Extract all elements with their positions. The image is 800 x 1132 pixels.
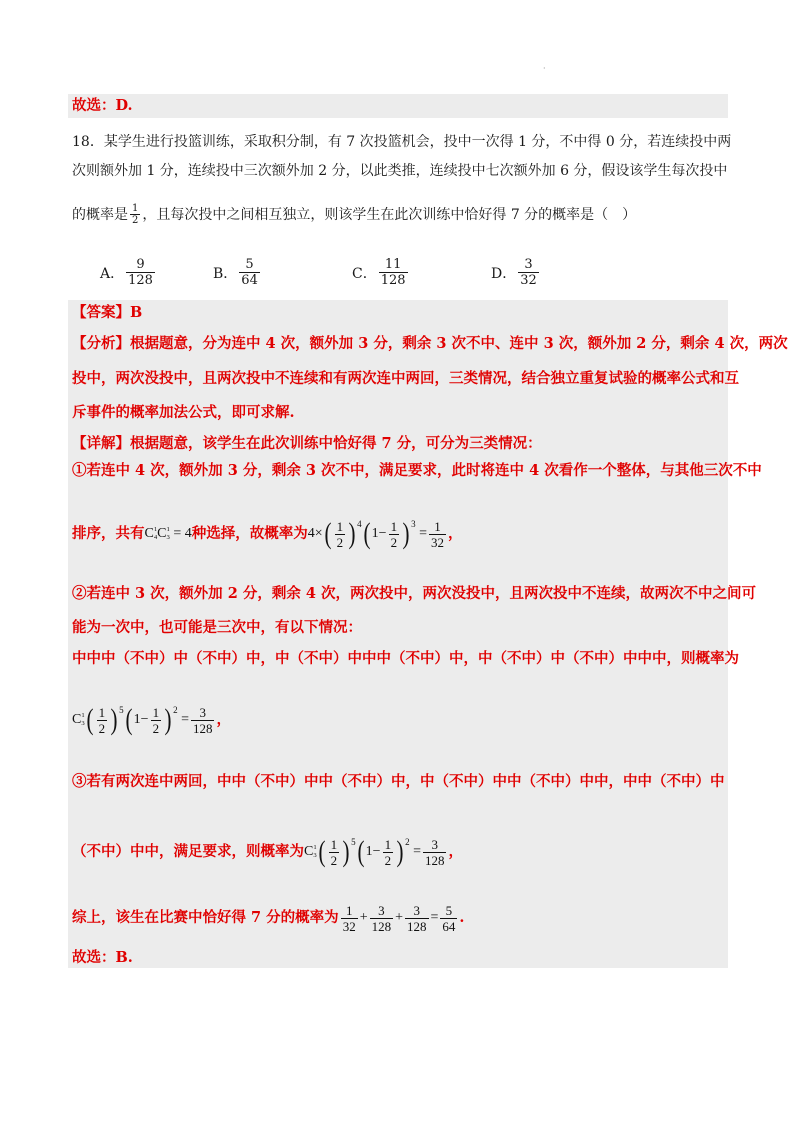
equals-sign: = bbox=[419, 526, 427, 541]
comma: ， bbox=[448, 843, 463, 860]
result-fraction bbox=[429, 519, 446, 550]
option-d[interactable] bbox=[491, 257, 541, 288]
equals-sign: = bbox=[430, 910, 439, 925]
summary-prefix: 综上，该生在比赛中恰好得 7 分的概率为 bbox=[72, 909, 339, 926]
summary-term-3 bbox=[405, 903, 429, 934]
case-2-probability: C 1 3 ( $\frac{1}{2}$ ) $^5$ ( 1− $\frac{1}{2}$ ) $^2$ = $\frac{3}{128}$ bbox=[72, 705, 216, 736]
period: . bbox=[459, 909, 465, 926]
exponent: 2 bbox=[405, 837, 410, 847]
question-line-3 bbox=[72, 203, 636, 226]
case-2-formula bbox=[72, 698, 231, 742]
fraction-denominator: 64 bbox=[442, 918, 456, 934]
half-fraction bbox=[329, 837, 340, 868]
fraction-denominator: 64 bbox=[241, 273, 258, 288]
combination-symbol: C bbox=[304, 844, 314, 859]
comma: ， bbox=[447, 525, 463, 542]
case-3-line-1: ③若有两次连中两回，中中（不中）中中（不中）中，中（不中）中中（不中）中中，中中（不中）中 bbox=[72, 773, 725, 790]
fraction-numerator: 1 bbox=[390, 518, 398, 534]
fraction-denominator: 128 bbox=[424, 852, 445, 868]
case-2-line-3: 中中中（不中）中（不中）中，中（不中）中中中（不中）中，中（不中）中（不中）中中中，则概率为 bbox=[72, 650, 739, 667]
fraction-denominator: 128 bbox=[192, 720, 213, 736]
question-line-1: 18．某学生进行投篮训练，采取积分制，有 7 次投篮机会，投中一次得 1 分，不中得 0 分，若连续投中两 bbox=[72, 134, 732, 150]
fraction-denominator: 128 bbox=[128, 273, 153, 288]
case-2-line-1: ②若连中 3 次，额外加 2 分，剩余 4 次，两次投中，两次没投中，且两次投中不连续，故两次不中之间可 bbox=[72, 585, 757, 602]
summary-expression bbox=[339, 903, 460, 934]
answer-line: 【答案】B bbox=[72, 304, 143, 321]
combination-symbol: C bbox=[157, 526, 167, 541]
fraction-denominator: 32 bbox=[520, 273, 537, 288]
case-3-probability: C 1 3 ( $\frac{1}{2}$ ) $^5$ ( 1− $\frac{1}{2}$ ) $^2$ = $\frac{3}{128}$ bbox=[304, 837, 448, 868]
plus-sign: + bbox=[395, 910, 403, 925]
fraction-denominator: 2 bbox=[152, 720, 160, 736]
final-answer: 故选：B. bbox=[72, 949, 133, 966]
exponent: 3 bbox=[411, 519, 416, 529]
option-a[interactable] bbox=[100, 257, 157, 288]
fraction-denominator: 128 bbox=[371, 918, 392, 934]
case-1-line-2 bbox=[72, 512, 462, 556]
combination-symbol: C bbox=[144, 526, 154, 541]
combination-symbol: C bbox=[72, 712, 82, 727]
exponent: 5 bbox=[351, 837, 356, 847]
fraction-numerator: 1 bbox=[336, 518, 344, 534]
fraction-denominator: 2 bbox=[390, 534, 398, 550]
one-minus: 1− bbox=[133, 712, 149, 727]
exponent: 5 bbox=[119, 705, 124, 715]
fraction-numerator: 1 bbox=[132, 203, 139, 214]
factor: 4× bbox=[307, 526, 323, 541]
fraction-denominator: 2 bbox=[98, 720, 106, 736]
one-minus: 1− bbox=[365, 844, 381, 859]
option-a-value bbox=[126, 257, 155, 288]
half-fraction bbox=[151, 705, 162, 736]
fraction-numerator: 5 bbox=[245, 257, 254, 272]
fraction-numerator: 3 bbox=[199, 704, 206, 720]
option-b-label: B． bbox=[213, 265, 238, 282]
half-fraction bbox=[389, 519, 400, 550]
case-3-line-2 bbox=[72, 830, 463, 874]
combination-expression bbox=[145, 524, 192, 544]
fraction-numerator: 3 bbox=[431, 836, 438, 852]
fraction-numerator: 11 bbox=[384, 257, 402, 272]
fraction-numerator: 1 bbox=[384, 836, 392, 852]
exponent: 4 bbox=[357, 519, 362, 529]
option-c[interactable] bbox=[352, 257, 410, 288]
fraction-denominator: 128 bbox=[407, 918, 427, 934]
question-line-3-prefix: 的概率是 bbox=[72, 206, 128, 223]
combination-sub: 4 bbox=[153, 534, 158, 541]
combination-sub: 3 bbox=[166, 534, 170, 541]
summary-term-2 bbox=[370, 903, 394, 934]
summary-line bbox=[72, 896, 464, 940]
case-1-line-1: ①若连中 4 次，额外加 3 分，剩余 3 次不中，满足要求，此时将连中 4 次看作一个整体，与其他三次不中 bbox=[72, 462, 762, 479]
one-minus: 1− bbox=[371, 526, 387, 541]
comma: ， bbox=[216, 711, 231, 728]
fraction-numerator: 3 bbox=[413, 902, 420, 918]
equals-sign: = bbox=[413, 844, 421, 859]
plus-sign: + bbox=[359, 910, 368, 925]
fraction-numerator: 1 bbox=[98, 704, 106, 720]
question-line-3-suffix: ，且每次投中之间相互独立，则该学生在此次训练中恰好得 7 分的概率是（ ） bbox=[142, 206, 637, 223]
fraction-denominator: 2 bbox=[132, 215, 139, 226]
combination-sup: 1 bbox=[153, 526, 158, 533]
fraction-numerator: 1 bbox=[152, 704, 160, 720]
option-d-value bbox=[518, 257, 539, 288]
combination-sup: 1 bbox=[313, 844, 317, 851]
option-b-value bbox=[239, 257, 260, 288]
detail-intro: 【详解】根据题意，该学生在此次训练中恰好得 7 分，可分为三类情况： bbox=[72, 435, 542, 452]
fraction-denominator: 2 bbox=[336, 534, 344, 550]
fraction-numerator: 3 bbox=[378, 902, 385, 918]
option-d-label: D． bbox=[491, 265, 517, 282]
question-line-2: 次则额外加 1 分，连续投中三次额外加 2 分，以此类推，连续投中七次额外加 6 分，假设该学生每次投中 bbox=[72, 163, 728, 179]
case-1-probability: 4× ( $\frac{1}{2}$ ) $^4$ ( 1− $\frac{1}{2}$ ) $^3$ = $\frac{1}{32}$ bbox=[308, 519, 448, 550]
combination-sup: 1 bbox=[81, 712, 85, 719]
probability-half bbox=[130, 203, 140, 226]
case-1-prefix: 排序，共有 bbox=[72, 525, 145, 542]
fraction-numerator: 1 bbox=[345, 902, 353, 918]
summary-term-1 bbox=[341, 903, 358, 934]
fraction-denominator: 128 bbox=[380, 273, 406, 288]
fraction-numerator: 5 bbox=[445, 902, 453, 918]
option-a-label: A． bbox=[100, 265, 125, 282]
exponent: 2 bbox=[173, 705, 178, 715]
previous-answer-band bbox=[68, 94, 728, 118]
equals-sign: = bbox=[181, 712, 189, 727]
fraction-numerator: 3 bbox=[524, 257, 533, 272]
combination-value: = 4 bbox=[173, 526, 192, 541]
result-fraction bbox=[191, 705, 215, 736]
combination-sup: 1 bbox=[166, 526, 170, 533]
analysis-line-2: 投中，两次没投中，且两次投中不连续和有两次连中两回，三类情况，结合独立重复试验的概率公式和互 bbox=[72, 370, 739, 387]
summary-result bbox=[440, 903, 457, 934]
fraction-denominator: 2 bbox=[330, 852, 338, 868]
fraction-denominator: 2 bbox=[384, 852, 392, 868]
half-fraction bbox=[97, 705, 108, 736]
fraction-denominator: 32 bbox=[342, 918, 356, 934]
analysis-line-1: 【分析】根据题意，分为连中 4 次，额外加 3 分，剩余 3 次不中、连中 3 次，额外加 2 分，剩余 4 次，两次 bbox=[72, 335, 788, 352]
fraction-numerator: 1 bbox=[434, 518, 441, 534]
half-fraction bbox=[335, 519, 346, 550]
case-2-line-2: 能为一次中，也可能是三次中，有以下情况： bbox=[72, 619, 362, 636]
fraction-numerator: 1 bbox=[330, 836, 338, 852]
combination-sub: 3 bbox=[313, 852, 317, 859]
page-marker: · bbox=[543, 64, 546, 73]
case-3-prefix: （不中）中中，满足要求，则概率为 bbox=[72, 843, 304, 860]
half-fraction bbox=[383, 837, 394, 868]
analysis-line-3: 斥事件的概率加法公式，即可求解. bbox=[72, 404, 295, 421]
option-c-label: C． bbox=[352, 265, 377, 282]
case-1-mid: 种选择，故概率为 bbox=[191, 525, 308, 542]
fraction-numerator: 9 bbox=[136, 257, 145, 272]
option-c-value bbox=[379, 257, 408, 288]
fraction-denominator: 32 bbox=[430, 534, 444, 550]
option-b[interactable] bbox=[213, 257, 262, 288]
previous-answer: 故选：D. bbox=[72, 97, 133, 114]
result-fraction bbox=[423, 837, 447, 868]
combination-sub: 3 bbox=[81, 720, 85, 727]
